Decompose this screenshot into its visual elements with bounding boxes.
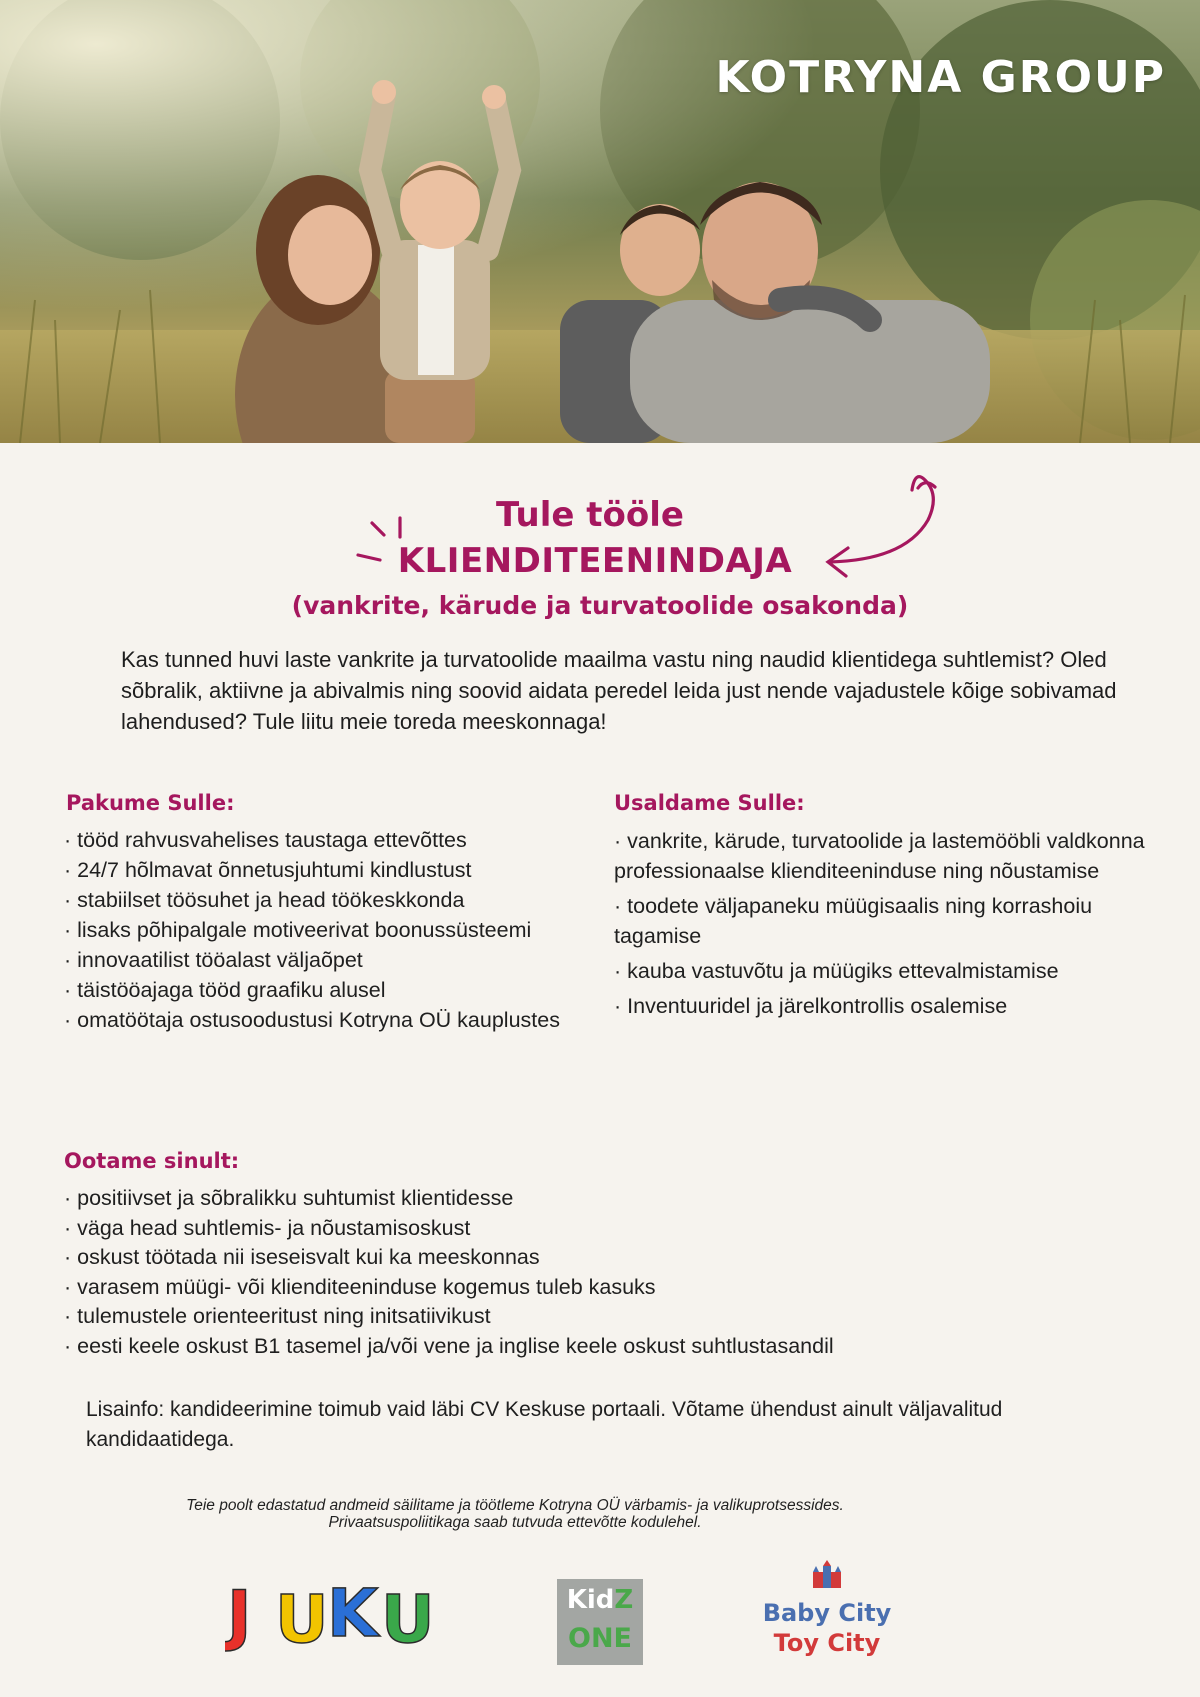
list-item: · omatöötaja ostusoodustusi Kotryna OÜ kauplustes	[64, 1008, 560, 1032]
list-item: · toodete väljapaneku müügisaalis ning korrashoiu tagamise	[614, 894, 1093, 948]
juku-letter: U	[275, 1581, 329, 1652]
castle-icon	[807, 1560, 847, 1590]
toy-city-label: Toy City	[773, 1629, 881, 1657]
list-item: · kauba vastuvõtu ja müügiks ettevalmistamise	[614, 959, 1059, 983]
list-item: · varasem müügi- või klienditeeninduse kogemus tuleb kasuks	[64, 1274, 656, 1299]
hero-photo	[0, 0, 1200, 443]
department: (vankrite, kärude ja turvatoolide osakonda)	[291, 591, 909, 620]
list-item: · täistööajaga tööd graafiku alusel	[64, 978, 386, 1002]
juku-letter: J	[227, 1577, 252, 1652]
list-item: · tööd rahvusvahelises taustaga ettevõttes	[64, 828, 467, 852]
trust-title: Usaldame Sulle:	[614, 791, 805, 815]
offer-title: Pakume Sulle:	[66, 791, 235, 815]
headline	[0, 495, 1200, 620]
job-title: KLIENDITEENINDAJA	[397, 541, 793, 581]
juku-logo	[225, 1572, 455, 1652]
juku-letter: K	[327, 1575, 379, 1652]
trust-list	[614, 826, 1174, 1026]
headline-line1: Tule tööle	[496, 495, 684, 535]
list-item: · väga head suhtlemis- ja nõustamisoskust	[64, 1215, 471, 1240]
kidz-label: Kid	[566, 1585, 615, 1615]
brand-logo: KOTRYNA GROUP	[715, 52, 1166, 103]
expect-list	[64, 1184, 1064, 1362]
list-item: · 24/7 hõlmavat õnnetusjuhtumi kindlustust	[64, 858, 472, 882]
kidz-one-label: ONE	[568, 1623, 632, 1654]
list-item: · eesti keele oskust B1 tasemel ja/või vene ja inglise keele oskust suhtlustasandil	[64, 1333, 834, 1358]
privacy-line2: Privaatsuspoliitikaga saab tutvuda ettevõtte kodulehel.	[328, 1514, 702, 1531]
kidz-z-label: Z	[614, 1585, 634, 1615]
list-item: · vankrite, kärude, turvatoolide ja lastemööbli valdkonna professionaalse klienditeeninduse ning nõustamise	[614, 829, 1145, 883]
baby-city-toy-city-logo	[762, 1560, 892, 1657]
list-item: · positiivset ja sõbralikku suhtumist klientidesse	[64, 1186, 514, 1210]
list-item: · tulemustele orienteeritust ning initsatiivikust	[64, 1304, 491, 1329]
info-text: Lisainfo: kandideerimine toimub vaid läbi CV Keskuse portaali. Võtame ühendust ainult väljavalitud kandidaatidega.	[86, 1398, 1003, 1451]
privacy-note	[0, 1497, 1030, 1531]
list-item: · lisaks põhipalgale motiveerivat boonussüsteemi	[64, 918, 532, 942]
offer-list	[64, 825, 614, 1035]
list-item: · Inventuuridel ja järelkontrollis osalemise	[614, 994, 1008, 1018]
list-item: · oskust töötada nii iseseisvalt kui ka meeskonnas	[64, 1245, 540, 1270]
privacy-line1: Teie poolt edastatud andmeid säilitame ja töötleme Kotryna OÜ värbamis- ja valikuprotsessides.	[186, 1497, 844, 1514]
expect-title: Ootame sinult:	[64, 1149, 240, 1173]
list-item: · stabiilset töösuhet ja head töökeskkonda	[64, 888, 465, 912]
intro-text: Kas tunned huvi laste vankrite ja turvatoolide maailma vastu ning naudid klientidega suhtlemist? Oled sõbralik, aktiivne ja abivalmis ning soovid aidata peredel leida just nende vajadustele kõige sobivamad lahendused? Tule liitu meie toreda meeskonnaga!	[121, 647, 1117, 734]
baby-city-label: Baby City	[762, 1599, 892, 1627]
kidz-one-logo	[557, 1579, 643, 1665]
list-item: · innovaatilist tööalast väljaõpet	[64, 948, 363, 972]
juku-letter: U	[381, 1581, 435, 1652]
